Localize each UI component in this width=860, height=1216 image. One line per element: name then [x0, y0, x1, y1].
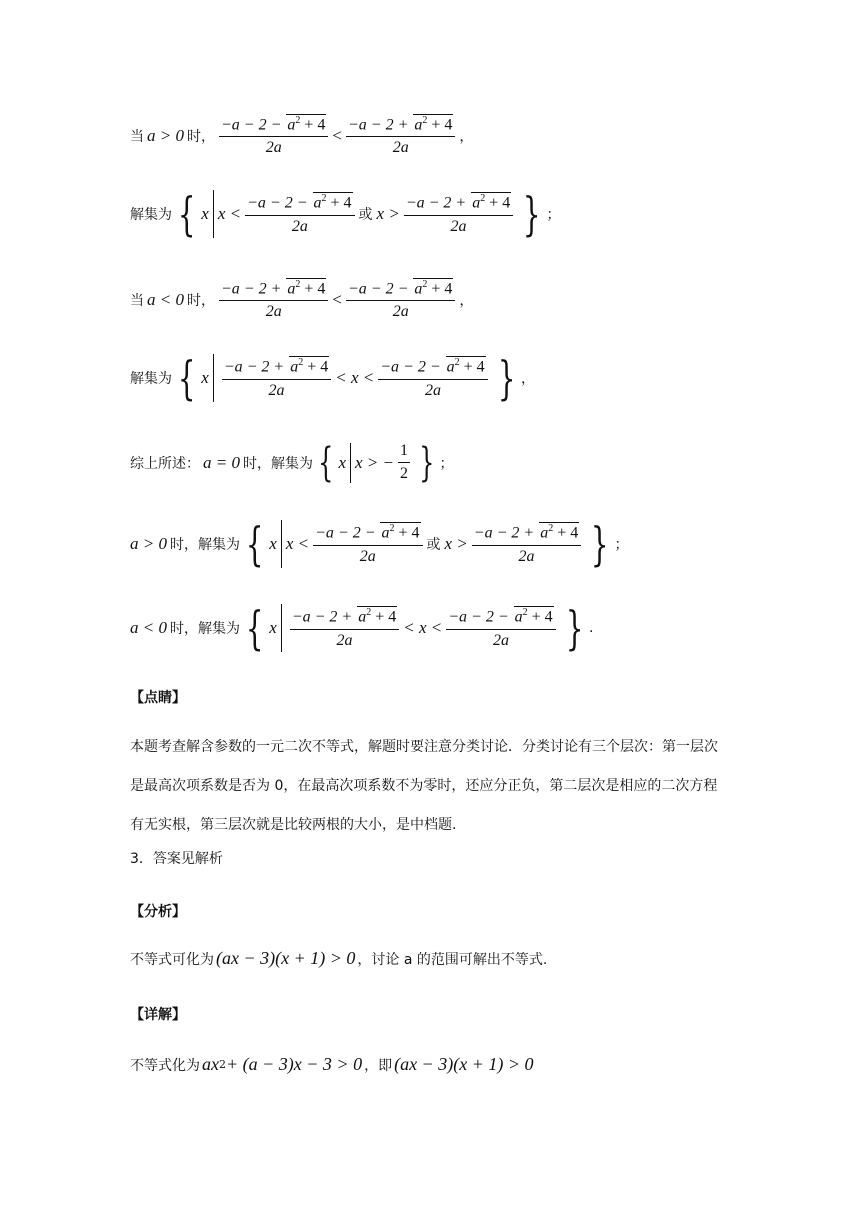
sqrt-var: a — [540, 524, 549, 542]
set-bar — [213, 190, 214, 238]
gt: x > − — [354, 452, 394, 472]
gt: x > — [376, 204, 400, 223]
text-shi: 时，解集为 — [169, 621, 240, 637]
gt: x > — [444, 534, 468, 553]
dianjing-text: 本题考查解含参数的一元二次不等式，解题时要注意分类讨论．分类讨论有三个层次：第一层次是最高次项系数是否为 0，在最高次项系数不为零时，还应分正负，第二层次是相应的二次方程有无实根，第三层次就是比较两根的大小，是中档题. — [130, 739, 718, 833]
sqrt-exp: 2 — [480, 193, 486, 205]
fenxi-line — [130, 948, 547, 969]
condition: a > 0 — [130, 534, 167, 553]
numerator-part: −a − 2 − — [220, 116, 286, 134]
xiangjie-line — [130, 1054, 533, 1075]
punct: ； — [614, 537, 629, 553]
sqrt-rest: + 4 — [427, 280, 453, 298]
denominator: 2 — [399, 465, 408, 482]
sqrt-exp: 2 — [522, 607, 528, 619]
set-var: x — [201, 368, 209, 387]
case-a-negative-compare — [130, 278, 473, 321]
punct: ， — [459, 292, 474, 309]
numerator: 1 — [398, 442, 410, 463]
root-fraction-1 — [290, 606, 399, 649]
sqrt-exp: 2 — [295, 279, 301, 290]
numerator-part: −a − 2 − — [380, 358, 445, 376]
condition: a < 0 — [147, 289, 184, 309]
numerator-part: −a − 2 + — [405, 194, 471, 212]
sqrt-exp: 2 — [298, 357, 304, 369]
sqrt-var: a — [472, 194, 481, 212]
text-shi: 时， — [186, 128, 215, 145]
left-brace: { — [177, 187, 196, 241]
sqrt-rest: + 4 — [427, 116, 453, 134]
fenxi-pre: 不等式可化为 — [130, 951, 214, 968]
right-brace: } — [591, 517, 609, 571]
root-fraction-1 — [245, 192, 354, 235]
denominator: 2a — [392, 303, 409, 321]
denominator: 2a — [265, 303, 282, 321]
numerator-part: −a − 2 − — [247, 194, 312, 212]
set-var: x — [201, 204, 209, 223]
numerator-part: −a − 2 − — [315, 524, 380, 542]
denominator: 2a — [268, 381, 285, 399]
right-brace: } — [419, 439, 435, 486]
sqrt-exp: 2 — [389, 523, 395, 535]
denominator: 2a — [450, 217, 467, 235]
summary-a-positive — [130, 517, 629, 571]
sqrt-var: a — [287, 116, 296, 134]
xj-expr2: (ax − 3)(x + 1) > 0 — [394, 1054, 534, 1074]
sqrt-exp: 2 — [454, 357, 460, 369]
text-summary: 综上所述： — [130, 455, 200, 472]
root-fraction-1 — [219, 278, 328, 321]
or: 或 — [358, 207, 373, 223]
lt: x < — [217, 204, 242, 223]
sqrt-rest: + 4 — [303, 358, 329, 376]
sqrt-rest: + 4 — [394, 524, 420, 542]
text-dang: 当 — [130, 292, 144, 309]
fenxi-post: ，讨论 a 的范围可解出不等式. — [357, 951, 548, 968]
condition: a < 0 — [130, 618, 167, 637]
numerator-part: −a − 2 + — [291, 608, 357, 626]
xj-expr1: + (a − 3)x − 3 > 0 — [226, 1054, 363, 1074]
right-brace: } — [523, 187, 541, 241]
denominator: 2a — [518, 547, 535, 565]
root-fraction-2 — [472, 522, 581, 565]
set-bar — [213, 354, 214, 402]
punct: . — [588, 620, 594, 636]
set-bar — [281, 604, 282, 652]
text-jiejiwei: 解集为 — [130, 371, 172, 387]
xj-exp: 2 — [219, 1058, 226, 1071]
denominator: 2a — [359, 547, 376, 565]
denominator: 2a — [424, 381, 441, 399]
sqrt-rest: + 4 — [553, 524, 579, 542]
numerator-part: −a − 2 + — [348, 116, 413, 134]
punct: ； — [439, 455, 454, 472]
sqrt-exp: 2 — [295, 115, 301, 126]
condition: a > 0 — [147, 125, 184, 145]
lt: x < — [285, 534, 310, 553]
numerator-part: −a − 2 − — [448, 608, 513, 626]
sqrt-var: a — [514, 608, 523, 626]
sqrt-var: a — [358, 608, 367, 626]
xj-ax: ax — [202, 1054, 219, 1074]
text-shi: 时， — [186, 292, 215, 309]
sqrt-rest: + 4 — [300, 116, 326, 134]
sqrt-var: a — [313, 194, 322, 212]
root-fraction-2 — [378, 356, 487, 399]
sqrt-var: a — [287, 280, 296, 298]
numerator-part: −a − 2 + — [220, 280, 286, 298]
denominator: 2a — [492, 631, 509, 649]
between: < x < — [335, 368, 375, 387]
text-shi: 时，解集为 — [242, 455, 313, 472]
set-var: x — [338, 452, 346, 472]
sqrt-rest: + 4 — [371, 608, 397, 626]
left-brace: { — [245, 517, 264, 571]
summary-a-zero — [130, 439, 454, 486]
set-var: x — [269, 534, 277, 553]
relation: < — [332, 125, 342, 145]
root-fraction-1 — [219, 114, 328, 157]
root-fraction-2 — [346, 114, 455, 157]
case-a-positive-compare — [130, 114, 473, 157]
solution-set-a-negative — [130, 351, 535, 405]
left-brace: { — [318, 439, 334, 486]
between: < x < — [403, 618, 443, 637]
left-brace: { — [177, 351, 196, 405]
denominator: 2a — [265, 139, 282, 157]
sqrt-rest: + 4 — [527, 608, 553, 626]
numerator-part: −a − 2 + — [473, 524, 539, 542]
xiangjie-heading: 【详解】 — [130, 1007, 186, 1023]
sqrt-rest: + 4 — [300, 280, 326, 298]
set-var: x — [269, 618, 277, 637]
root-fraction-2 — [346, 278, 455, 321]
sqrt-rest: + 4 — [485, 194, 511, 212]
condition: a = 0 — [203, 452, 240, 472]
sqrt-exp: 2 — [321, 193, 327, 205]
left-brace: { — [245, 601, 264, 655]
denominator: 2a — [336, 631, 353, 649]
xj-mid: ，即 — [364, 1057, 393, 1074]
sqrt-rest: + 4 — [459, 358, 485, 376]
text-jiejiwei: 解集为 — [130, 207, 172, 223]
sqrt-var: a — [290, 358, 299, 376]
q3-title: 3．答案见解析 — [130, 851, 223, 867]
set-bar — [281, 520, 282, 568]
sqrt-var: a — [446, 358, 455, 376]
sqrt-exp: 2 — [422, 115, 428, 126]
sqrt-rest: + 4 — [326, 194, 352, 212]
text-shi: 时，解集为 — [169, 537, 240, 553]
xj-pre: 不等式化为 — [130, 1057, 200, 1074]
sqrt-var: a — [381, 524, 390, 542]
relation: < — [332, 289, 342, 309]
denominator: 2a — [392, 139, 409, 157]
dianjing-heading: 【点睛】 — [130, 690, 186, 706]
sqrt-var: a — [414, 116, 423, 134]
summary-a-negative — [130, 601, 594, 655]
punct: ， — [520, 371, 535, 387]
root-fraction-1 — [222, 356, 331, 399]
numerator-part: −a − 2 − — [348, 280, 413, 298]
punct: ； — [546, 207, 561, 223]
or: 或 — [426, 537, 441, 553]
fenxi-heading: 【分析】 — [130, 904, 186, 920]
numerator-part: −a − 2 + — [223, 358, 289, 376]
sqrt-exp: 2 — [422, 279, 428, 290]
root-fraction-2 — [446, 606, 555, 649]
solution-set-a-positive — [130, 187, 561, 241]
sqrt-var: a — [414, 280, 423, 298]
right-brace: } — [497, 351, 516, 405]
set-bar — [350, 443, 351, 483]
sqrt-exp: 2 — [366, 607, 372, 619]
punct: ， — [459, 128, 474, 145]
half-fraction — [398, 442, 410, 483]
right-brace: } — [565, 601, 584, 655]
denominator: 2a — [291, 217, 308, 235]
root-fraction-1 — [313, 522, 422, 565]
root-fraction-2 — [404, 192, 513, 235]
sqrt-exp: 2 — [548, 523, 554, 535]
text-dang: 当 — [130, 128, 144, 145]
fenxi-expr: (ax − 3)(x + 1) > 0 — [216, 948, 356, 968]
